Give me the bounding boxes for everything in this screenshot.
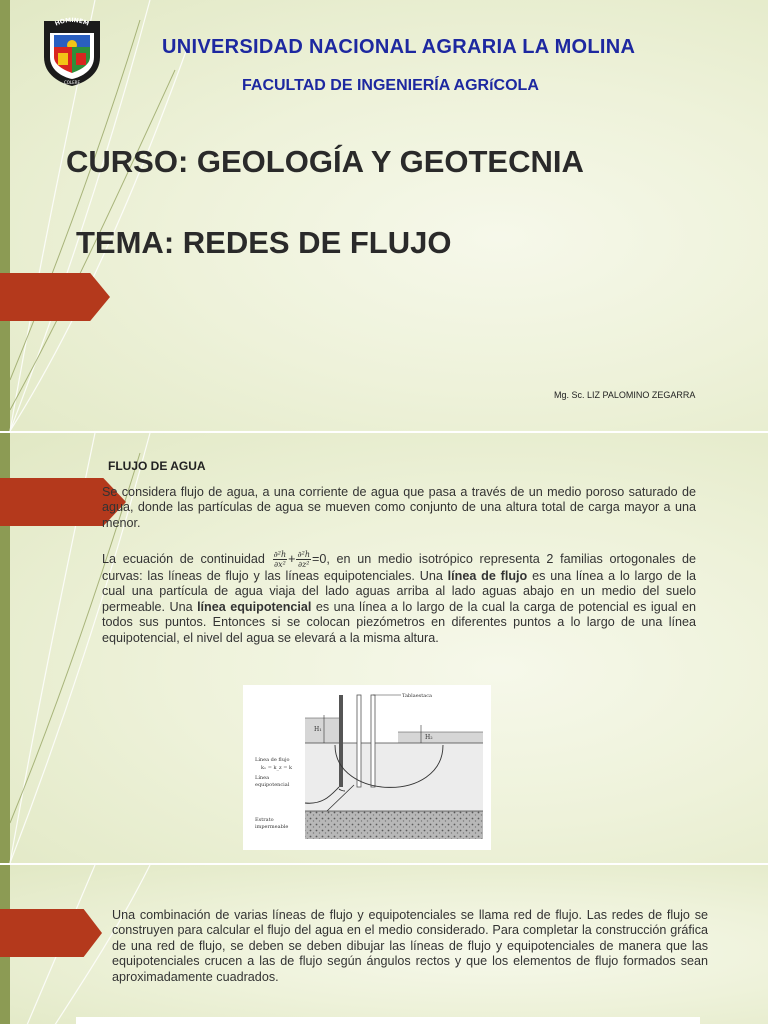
university-name: UNIVERSIDAD NACIONAL AGRARIA LA MOLINA <box>162 36 636 58</box>
equation-term-1: $\frac{\text{∂²h}}{\text{∂x²}}$ <box>273 550 287 569</box>
flow-net-figure <box>243 685 491 850</box>
section-heading: FLUJO DE AGUA <box>108 459 206 473</box>
accent-tab <box>0 909 102 957</box>
university-crest-icon <box>40 17 104 87</box>
label-stratum-1: Estrato <box>255 817 274 823</box>
paragraph-definition: Se considera flujo de agua, a una corriente de agua que pasa a través de un medio poroso saturado de agua, donde las partículas de agua se mueven como conjunto de una altura total de carga mayor a una menor. <box>102 485 696 530</box>
left-edge-bar <box>0 0 10 431</box>
accent-tab <box>0 273 110 321</box>
label-equipotential-2: equipotencial <box>255 782 290 788</box>
faculty-name: FACULTAD DE INGENIERÍA AGRíCOLA <box>242 77 539 94</box>
content-slide-red-de-flujo <box>0 865 768 1024</box>
label-sheet-pile: Tablaestaca <box>402 693 433 699</box>
paragraph-continuity: La ecuación de continuidad $\frac{\text{∂²h}}{\text{∂x²}}$ + $\frac{\text{∂²h}}{\text{∂z²}}$ =0, en un medio isotrópico representa 2 familias ortogonales de curvas: las líneas de flujo y las líneas equipotenciales. Una línea de flujo es una línea a lo largo de la cual una partícula de agua viaja del lado aguas arriba al lado aguas abajo en un medio del suelo permeable. Una línea equipotencial es una línea a lo largo de la cual la carga de potencial es igual en todos sus puntos. Entonces si se colocan piezómetros en diferentes puntos a lo largo de una línea equipotencial, el nivel del agua se elevará a la misma altura. <box>102 550 696 645</box>
equation-plus: + <box>288 551 296 566</box>
paragraph-flow-net: Una combinación de varias líneas de flujo y equipotenciales se llama red de flujo. Las redes de flujo se construyen para calcular el flujo del agua en el medio considerado. Para completar la construcción gráfica de una red de flujo, se deben se deben dibujar las líneas de flujo y equipotenciales de manera que las equipotenciales crucen a las de flujo según ángulos rectos y que los elementos de flujo formados sean aproximadamente cuadrados. <box>112 908 708 984</box>
crest-bottom-text: COLERE <box>63 80 81 85</box>
author-name: Mg. Sc. LIZ PALOMINO ZEGARRA <box>554 390 696 400</box>
term-flow-line: línea de flujo <box>447 569 528 583</box>
bottom-panel <box>76 1017 700 1024</box>
label-h1: H₁ <box>314 726 322 733</box>
equation-term-2: $\frac{\text{∂²h}}{\text{∂z²}}$ <box>297 550 310 569</box>
content-slide-flujo <box>0 433 768 863</box>
equation-equals: =0 <box>311 551 327 566</box>
label-flow-line: Línea de flujo <box>255 757 290 763</box>
topic-title: TEMA: REDES DE FLUJO <box>76 225 452 260</box>
label-permeability: kₓ = k_z = k <box>261 765 293 771</box>
flow-net-diagram <box>243 685 491 850</box>
label-stratum-2: impermeable <box>255 824 289 830</box>
label-equipotential-1: Línea <box>255 775 270 781</box>
title-slide <box>0 0 768 431</box>
term-equipotential-line: línea equipotencial <box>197 599 312 614</box>
label-h2: H₂ <box>425 734 433 741</box>
course-title: CURSO: GEOLOGÍA Y GEOTECNIA <box>66 144 584 179</box>
crest-top-text: HOMINEM <box>53 17 90 28</box>
continuity-intro: La ecuación de continuidad <box>102 551 265 566</box>
